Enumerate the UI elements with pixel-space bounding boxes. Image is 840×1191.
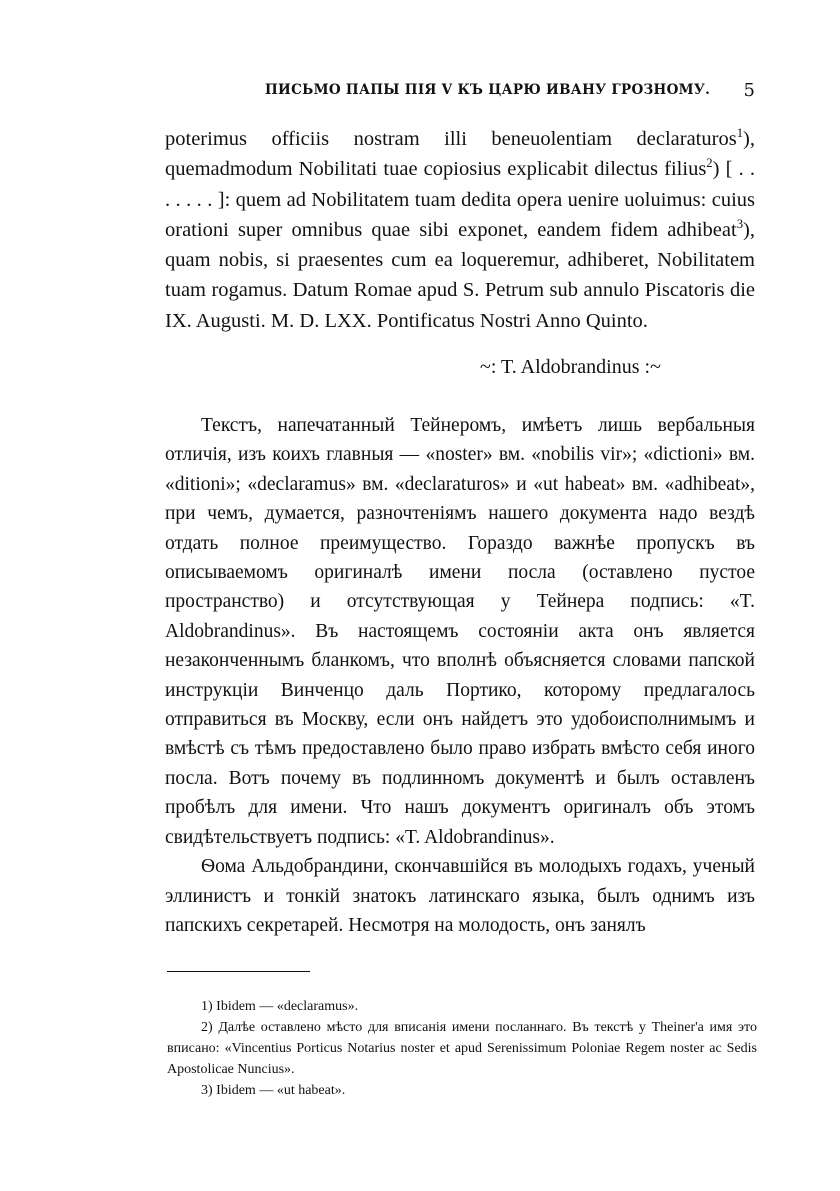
footnote-ref-1: 1: [736, 126, 744, 141]
footnote: 2) Далѣе оставлено мѣсто для вписанія имени посланнаго. Въ текстѣ у Theiner'а имя это вписано: «Vincentius Porticus Notarius noster et apud Serenissimum Poloniae Regem noster ac Sedis Apostolicae Nuncius».: [167, 1020, 757, 1077]
latin-text-part: ), quemadmodum Nobilitati tuae copiosius explicabit dilectus filius: [165, 128, 755, 181]
page-number: 5: [743, 80, 755, 101]
latin-text-part: ) [ . . . . . . . ]: quem ad Nobilitatem tuam dedita opera uenire uoluimus: cuius orationi super omnibus quae sibi exponet, eandem fidem adhibeat: [165, 158, 755, 241]
commentary-paragraph: Текстъ, напечатанный Тейнеромъ, имѣетъ лишь вербальныя отличія, изъ коихъ главныя — «noster» вм. «nobilis vir»; «dictioni» вм. «ditioni»; «declaramus» вм. «declaraturos» и «ut habeat» вм. «adhibeat», при чемъ, думается, разночтеніямъ нашего документа надо вездѣ отдать полное преимущество. Гораздо важнѣе пропускъ въ описываемомъ оригиналѣ имени посла (оставлено пустое пространство) и отсутствующая у Тейнера подпись: «T. Aldobrandinus». Въ настоящемъ состояніи акта онъ является незаконченнымъ бланкомъ, что вполнѣ объясняется словами папской инструкціи Винченцо даль Портико, которому предлагалось отправиться въ Москву, если онъ найдетъ это удобоисполнимымъ и вмѣстѣ съ тѣмъ предоставлено было право избрать вмѣсто себя иного посла. Вотъ почему въ подлинномъ документѣ и былъ оставленъ пробѣлъ для имени. Что нашъ документъ оригиналъ объ этомъ свидѣтельствуетъ подпись: «T. Aldobrandinus».: [165, 415, 755, 848]
latin-text-part: ), quam nobis, si praesentes cum ea loquеremur, adhiberet, Nobilitatem tuam rogamus. Datum Romae apud S. Petrum sub annulo Piscatoris die IX. Augusti. M. D. LXX. Pontificatus Nostri Anno Quinto.: [165, 218, 755, 332]
footnote: 3) Ibidem — «ut habeat».: [201, 1083, 346, 1098]
commentary-paragraph: Ѳома Альдобрандини, скончавшійся въ молодыхъ годахъ, ученый эллинистъ и тонкій знатокъ латинскаго языка, былъ однимъ изъ папскихъ секретарей. Несмотря на молодость, онъ занялъ: [165, 856, 755, 936]
page-header: [265, 80, 755, 104]
signature-line: ~: T. Aldobrandinus :~: [480, 356, 661, 378]
footnote: 1) Ibidem — «declaramus».: [201, 999, 359, 1014]
footnote-ref-2: 2: [706, 156, 713, 171]
running-title: ПИСЬМО ПАПЫ ПІЯ V КЪ ЦАРЮ ИВАНУ ГРОЗНОМУ.: [265, 82, 711, 98]
latin-text-part: poterimus officiis nostram illi beneuolentiam declaraturos: [165, 128, 737, 150]
footnote-ref-3: 3: [736, 217, 744, 232]
russian-commentary: [165, 411, 755, 940]
footnote-divider: [167, 971, 310, 972]
footnotes: [167, 996, 757, 1101]
latin-paragraph: [165, 124, 755, 336]
latin-letter-text: [165, 124, 755, 336]
